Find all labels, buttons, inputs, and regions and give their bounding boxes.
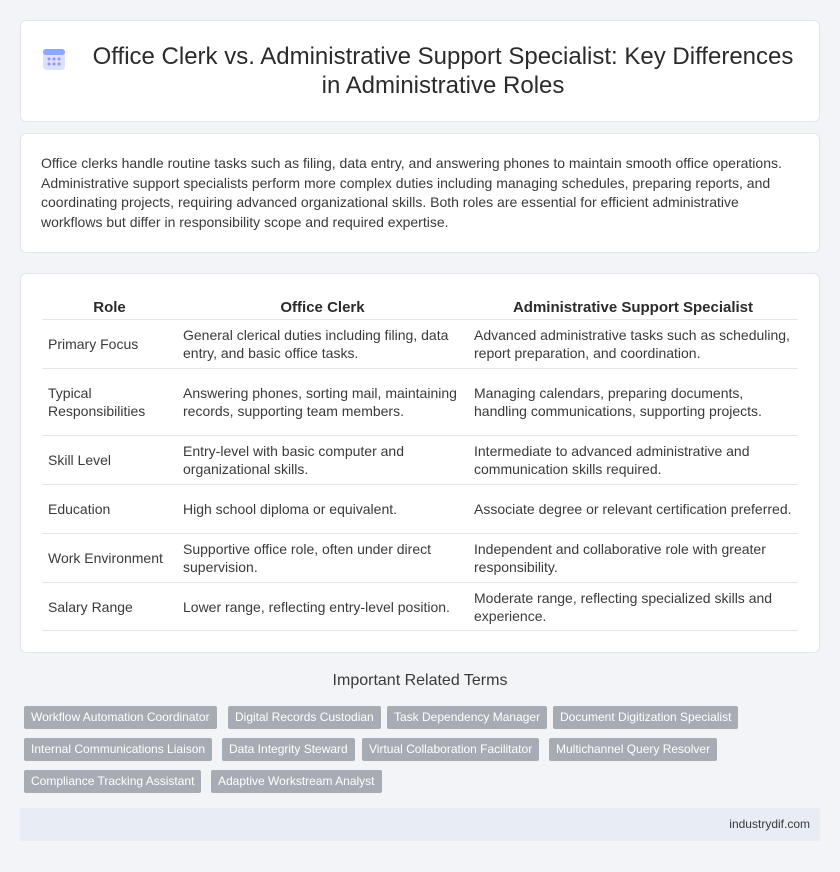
header-office-clerk: Office Clerk: [280, 299, 365, 316]
related-term-tag[interactable]: Virtual Collaboration Facilitator: [362, 738, 539, 761]
related-term-tag[interactable]: Adaptive Workstream Analyst: [211, 770, 382, 793]
intro-card: [20, 133, 820, 253]
row-label: Skill Level: [42, 435, 177, 484]
page-title: Office Clerk vs. Administrative Support Specialist: Key Differences in Administrative Roles: [92, 43, 794, 99]
table-row: [42, 368, 798, 435]
footer-site-link[interactable]: industrydif.com: [729, 817, 810, 831]
office-clerk-cell: Answering phones, sorting mail, maintaining records, supporting team members.: [177, 368, 468, 435]
related-term-tag[interactable]: Data Integrity Steward: [222, 738, 355, 761]
office-clerk-cell: Supportive office role, often under direct supervision.: [177, 533, 468, 582]
related-terms-title: Important Related Terms: [332, 672, 508, 689]
table-row: [42, 484, 798, 533]
row-label: Primary Focus: [42, 319, 177, 368]
intro-paragraph: Office clerks handle routine tasks such as filing, data entry, and answering phones to maintain smooth office operations. Administrative support specialists perform more complex duties including managing schedules, preparing reports, and coordinating projects, requiring advanced organizational skills. Both roles are essential for efficient administrative workflows but differ in responsibility scope and required expertise.: [41, 155, 782, 230]
comparison-table-card: [20, 273, 820, 653]
header-card: [20, 20, 820, 122]
office-clerk-cell: Entry-level with basic computer and organizational skills.: [177, 435, 468, 484]
table-row: [42, 319, 798, 368]
header-role: Role: [93, 299, 126, 316]
footer: [20, 808, 820, 841]
related-term-tag[interactable]: Digital Records Custodian: [228, 706, 381, 729]
admin-specialist-cell: Moderate range, reflecting specialized skills and experience.: [468, 582, 798, 631]
related-term-tag[interactable]: Compliance Tracking Assistant: [24, 770, 201, 793]
table-row: [42, 435, 798, 484]
office-clerk-cell: High school diploma or equivalent.: [177, 484, 468, 533]
row-label: Typical Responsibilities: [42, 368, 177, 435]
admin-specialist-cell: Managing calendars, preparing documents, handling communications, supporting projects.: [468, 368, 798, 435]
office-clerk-cell: General clerical duties including filing, data entry, and basic office tasks.: [177, 319, 468, 368]
row-label: Salary Range: [42, 582, 177, 631]
header-admin-specialist: Administrative Support Specialist: [512, 299, 754, 316]
comparison-table: [42, 296, 798, 631]
related-term-tag[interactable]: Multichannel Query Resolver: [549, 738, 717, 761]
related-term-tag[interactable]: Internal Communications Liaison: [24, 738, 212, 761]
related-term-tag[interactable]: Document Digitization Specialist: [553, 706, 738, 729]
admin-specialist-cell: Advanced administrative tasks such as scheduling, report preparation, and coordination.: [468, 319, 798, 368]
related-term-tag[interactable]: Task Dependency Manager: [387, 706, 547, 729]
table-row: [42, 582, 798, 631]
admin-specialist-cell: Intermediate to advanced administrative and communication skills required.: [468, 435, 798, 484]
calendar-icon: [41, 46, 67, 72]
admin-specialist-cell: Associate degree or relevant certification preferred.: [468, 484, 798, 533]
table-row: [42, 533, 798, 582]
row-label: Work Environment: [42, 533, 177, 582]
table-header-row: [42, 296, 798, 319]
related-term-tag[interactable]: Workflow Automation Coordinator: [24, 706, 217, 729]
admin-specialist-cell: Independent and collaborative role with greater responsibility.: [468, 533, 798, 582]
row-label: Education: [42, 484, 177, 533]
office-clerk-cell: Lower range, reflecting entry-level position.: [177, 582, 468, 631]
